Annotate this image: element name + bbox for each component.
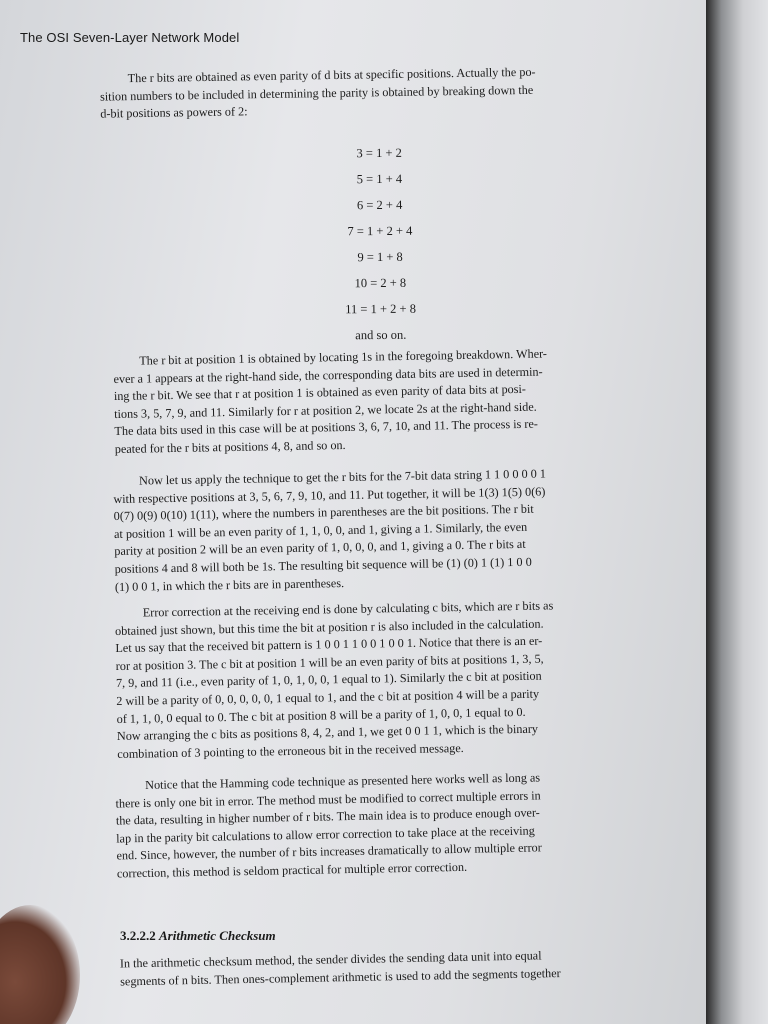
text-line: parity at position 2 will be an even parity of 1, 0, 0, 0, and 1, giving a 0. The r bits at	[114, 537, 526, 559]
text-line: The r bit at position 1 is obtained by locating 1s in the foregoing breakdown. Wher-	[139, 346, 548, 368]
text-line: combination of 3 pointing to the erroneous bit in the received message.	[117, 740, 464, 761]
text-line: Now arranging the c bits as positions 8, 4, 2, and 1, we get 0 0 1 1, which is the binary	[116, 721, 539, 744]
equation: 6 = 2 + 4	[356, 197, 403, 213]
text-line: peated for the r bits at positions 4, 8, and so on.	[114, 437, 346, 456]
text-line: correction, this method is seldom practical for multiple error correction.	[116, 859, 468, 881]
equation-note: and so on.	[355, 327, 407, 343]
text-line: 0(7) 0(9) 0(10) 1(11), where the numbers in parentheses are the bit positions. The r bit	[113, 501, 534, 524]
text-line: Notice that the Hamming code technique as presented here works well as long as	[145, 770, 541, 792]
equation: 9 = 1 + 8	[357, 249, 403, 265]
intro-paragraph	[100, 61, 689, 123]
finger-shadow	[0, 905, 80, 1024]
equation: 10 = 2 + 8	[354, 275, 407, 291]
text-line: lap in the parity bit calculations to allow error correction to take place at the receiving	[116, 823, 535, 846]
equation-list	[299, 139, 461, 348]
text-line: there is only one bit in error. The method must be modified to correct multiple errors in	[115, 787, 541, 811]
text-line: tions 3, 5, 7, 9, and 11. Similarly for r at position 2, we locate 2s at the right-hand side.	[114, 399, 537, 421]
text-line: obtained just shown, but this time the bit at position r is also included in the calculation.	[114, 616, 544, 638]
paragraph-apply-technique	[113, 463, 691, 596]
text-line: The r bits are obtained as even parity of d bits at specific positions. Actually the po-	[127, 64, 536, 86]
text-line: Let us say that the received bit pattern is 1 0 0 1 1 0 0 1 0 0 1. Notice that there is an er-	[115, 633, 543, 656]
paragraph-error-correction	[115, 595, 694, 763]
section-heading	[120, 928, 276, 944]
text-line: ever a 1 appears at the right-hand side, the corresponding data bits are used in determin-	[113, 364, 543, 386]
paragraph-r-bit-position	[113, 343, 691, 459]
text-line: 2 will be a parity of 0, 0, 0, 0, 0, 1 equal to 1, and the c bit at position 4 will be a parity	[116, 686, 540, 708]
text-line: end. Since, however, the number of r bits increases dramatically to allow multiple error	[116, 840, 542, 863]
equation: 7 = 1 + 2 + 4	[347, 223, 413, 239]
page-edge	[706, 0, 768, 1024]
text-line: Error correction at the receiving end is done by calculating c bits, which are r bits as	[142, 598, 554, 620]
text-line: segments of n bits. Then ones-complement arithmetic is used to add the segments together	[120, 965, 561, 989]
text-line: The data bits used in this case will be at positions 3, 6, 7, 10, and 11. The process is re-	[114, 417, 539, 439]
text-line: sition numbers to be included in determining the parity is obtained by breaking down the	[99, 82, 534, 104]
equation: 11 = 1 + 2 + 8	[345, 301, 416, 317]
paragraph-arithmetic-checksum	[120, 945, 691, 991]
text-line: positions 4 and 8 will both be 1s. The resulting bit sequence will be (1) (0) 1 (1) 1 0 0	[114, 554, 532, 576]
text-line: 7, 9, and 11 (i.e., even parity of 1, 0, 1, 0, 0, 1 equal to 1). Similarly the c bit at position	[115, 668, 542, 691]
text-line: ing the r bit. We see that r at position 1 is obtained as even parity of data bits at posi-	[113, 382, 526, 404]
section-title: Arithmetic Checksum	[159, 928, 276, 943]
text-line: of 1, 1, 0, 0 equal to 0. The c bit at position 8 will be a parity of 1, 0, 0, 1 equal to 0.	[116, 704, 526, 726]
text-line: In the arithmetic checksum method, the sender divides the sending data unit into equal	[119, 948, 542, 971]
text-line: d-bit positions as powers of 2:	[100, 104, 248, 121]
text-line: the data, resulting in higher number of r bits. The main idea is to produce enough over-	[115, 805, 540, 828]
section-number: 3.2.2.2	[120, 928, 156, 943]
text-line: with respective positions at 3, 5, 6, 7, 9, 10, and 11. Put together, it will be 1(3) 1(5) 0(6)	[113, 484, 546, 506]
text-line: (1) 0 0 1, in which the r bits are in parentheses.	[114, 575, 345, 594]
text-line: at position 1 will be an even parity of 1, 1, 0, 0, and 1, giving a 1. Similarly, the even	[113, 519, 528, 541]
equation: 3 = 1 + 2	[356, 145, 402, 161]
equation: 5 = 1 + 4	[356, 171, 403, 187]
running-header: The OSI Seven-Layer Network Model	[20, 30, 240, 45]
text-line: Now let us apply the technique to get the r bits for the 7-bit data string 1 1 0 0 0 0 1	[138, 466, 547, 488]
paragraph-hamming-note	[115, 766, 693, 883]
text-line: ror at position 3. The c bit at position 1 will be an even parity of bits at positions 1, 3, 5,	[115, 651, 544, 673]
